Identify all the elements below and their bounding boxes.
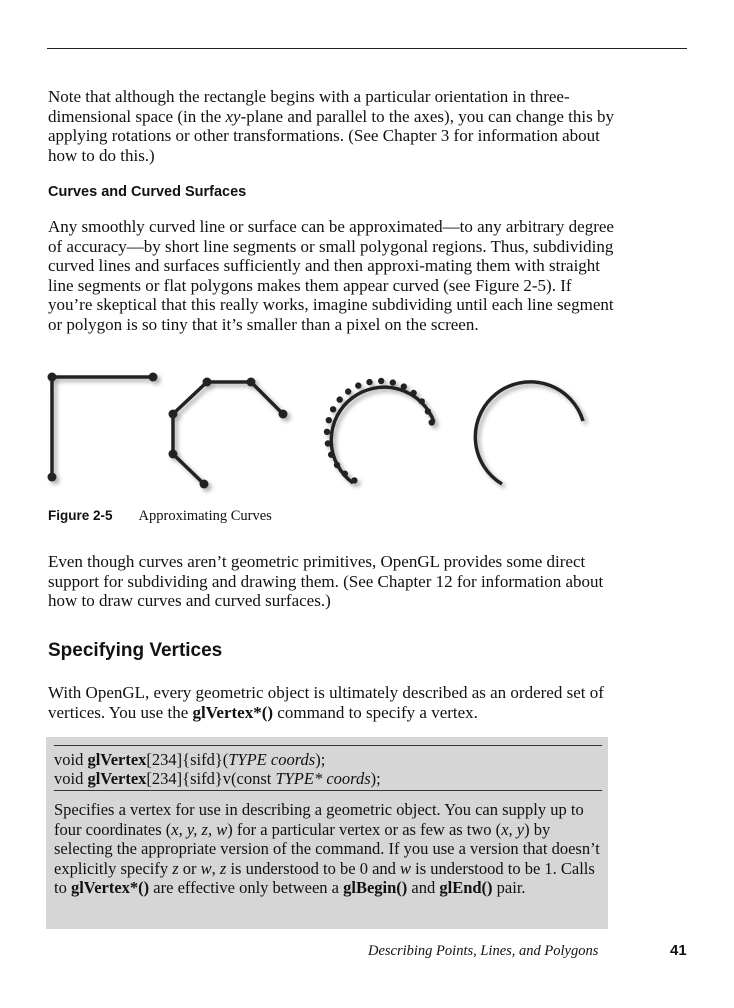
vertex-dot	[419, 398, 425, 404]
specifying-vertices-heading: Specifying Vertices	[48, 640, 223, 661]
vertex-dot	[345, 388, 351, 394]
vertex-dot	[429, 419, 435, 425]
curves-paragraph: Any smoothly curved line or surface can be approximated—to any arbitrary degree of accuracy—by short line segments or small polygonal regions. Thus, subdividing curved lines and surfaces sufficiently and then approxi-mating them with straight line segments or flat polygons makes them appear curved (see Figure 2-5). If you’re skeptical that this really works, imagine subdividing until each line segment or polygon is so tiny that it’s smaller than a pixel on the screen.	[48, 217, 614, 334]
curves-support-paragraph: Even though curves aren’t geometric primitives, OpenGL provides some direct support for subdividing and drawing them. (See Chapter 12 for information about how to draw curves and curved surfaces.)	[48, 552, 604, 611]
three-segment-approximation	[48, 373, 158, 482]
running-footer-title: Describing Points, Lines, and Polygons	[368, 943, 599, 959]
smooth-curve	[475, 382, 583, 484]
vertex-dot	[342, 471, 348, 477]
prototype-line-2: void glVertex[234]{sifd}v(const TYPE* coords);	[54, 769, 381, 788]
vertex-dot	[378, 378, 384, 384]
six-segment-approximation	[169, 378, 288, 489]
approximating-curves-figure	[40, 365, 600, 505]
figure-caption	[48, 508, 272, 525]
vertex-dot	[328, 452, 334, 458]
intro-paragraph: Note that although the rectangle begins with a particular orientation in three-dimensional space (in the xy-plane and parallel to the axes), you can change this by applying rotations or other transformations. (See Chapter 3 for information about how to do this.)	[48, 87, 614, 165]
vertex-dot	[325, 440, 331, 446]
figure-label: Figure 2-5	[48, 508, 113, 523]
page-number: 41	[670, 942, 687, 959]
vertex-dot	[390, 379, 396, 385]
box-rule-bottom	[54, 790, 602, 791]
top-rule	[47, 48, 687, 49]
vertex-dot	[401, 383, 407, 389]
vertex-dot	[366, 379, 372, 385]
prototype-line-1: void glVertex[234]{sifd}(TYPE coords);	[54, 750, 326, 769]
vertex-dot	[351, 477, 357, 483]
vertex-dot	[334, 462, 340, 468]
vertex-dot	[355, 382, 361, 388]
vertex-dot	[410, 390, 416, 396]
box-rule-top	[54, 745, 602, 746]
command-description: Specifies a vertex for use in describing a geometric object. You can supply up to four coordinates (x, y, z, w) for a particular vertex or as few as two (x, y) by selecting the appropriate version of the command. If you use a version that doesn’t explicitly specify z or w, z is understood to be 0 and w is understood to be 1. Calls to glVertex*() are effective only between a glBegin() and glEnd() pair.	[54, 800, 600, 897]
vertex-dot	[330, 406, 336, 412]
vertex-dot	[324, 429, 330, 435]
vertex-dot	[326, 417, 332, 423]
many-segment-approximation	[324, 378, 435, 484]
vertices-paragraph: With OpenGL, every geometric object is ultimately described as an ordered set of vertices. You use the glVertex*() command to specify a vertex.	[48, 683, 604, 722]
figure-caption-text: Approximating Curves	[138, 508, 272, 524]
vertex-dot	[425, 408, 431, 414]
curves-heading: Curves and Curved Surfaces	[48, 184, 247, 200]
vertex-dot	[337, 396, 343, 402]
